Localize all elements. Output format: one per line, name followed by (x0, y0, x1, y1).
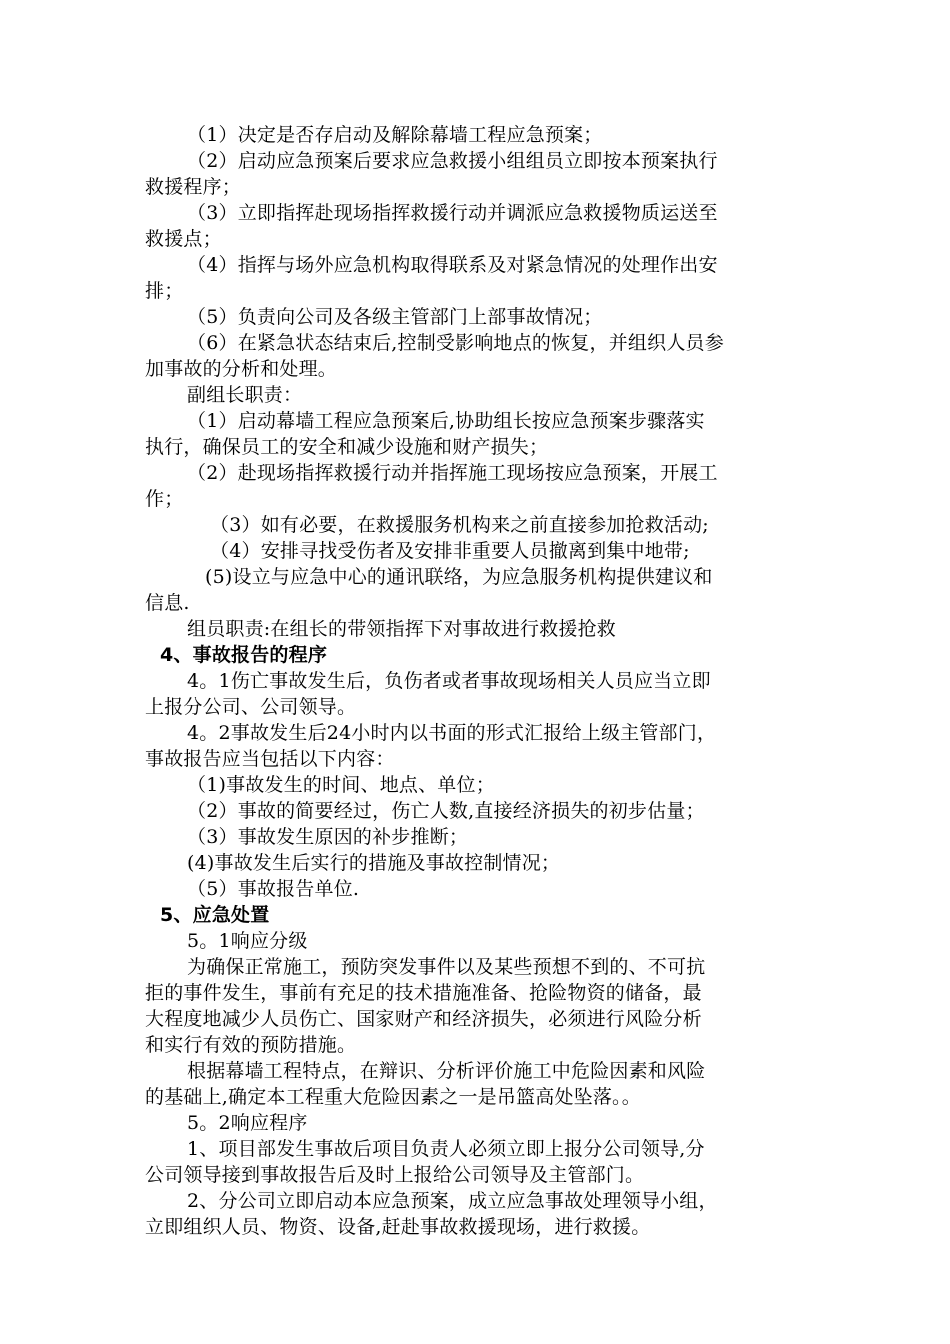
text-line: (4)事故发生后实行的措施及事故控制情况； (187, 852, 561, 874)
text-line: 4。1伤亡事故发生后，负伤者或者事故现场相关人员应当立即 (187, 670, 711, 692)
text-line: 根据幕墙工程特点，在辩识、分析评价施工中危险因素和风险 (187, 1060, 706, 1082)
section-heading: 4、事故报告的程序 (160, 644, 328, 666)
text-line: （3）如有必要，在救援服务机构来之前直接参加抢救活动; (210, 514, 709, 536)
section-subheading: 5。1响应分级 (187, 930, 308, 952)
text-line: （1)事故发生的时间、地点、单位； (187, 774, 495, 796)
text-line: （4）安排寻找受伤者及安排非重要人员撤离到集中地带; (210, 540, 690, 562)
text-line: （3）立即指挥赴现场指挥救援行动并调派应急救援物质运送至 (187, 202, 718, 224)
text-line: 上报分公司、公司领导。 (145, 696, 357, 718)
text-line: （1）决定是否存启动及解除幕墙工程应急预案； (187, 124, 603, 146)
text-line: （5）事故报告单位. (187, 878, 360, 900)
text-line: （2）启动应急预案后要求应急救援小组组员立即按本预案执行 (187, 150, 718, 172)
text-line: 为确保正常施工，预防突发事件以及某些预想不到的、不可抗 (187, 956, 706, 978)
text-line: 4。2事故发生后24小时内以书面的形式汇报给上级主管部门， (187, 722, 717, 744)
text-line: 2、分公司立即启动本应急预案，成立应急事故处理领导小组， (187, 1190, 718, 1212)
section-subheading: 5。2响应程序 (187, 1112, 308, 1134)
text-line: 公司领导接到事故报告后及时上报给公司领导及主管部门。 (145, 1164, 645, 1186)
text-line: 加事故的分析和处理。 (145, 358, 338, 380)
text-line: 立即组织人员、物资、设备,赶赴事故救援现场，进行救援。 (145, 1216, 651, 1238)
text-line: （1）启动幕墙工程应急预案后,协助组长按应急预案步骤落实 (187, 410, 705, 432)
text-line: 事故报告应当包括以下内容： (145, 748, 395, 770)
text-line: （6）在紧急状态结束后,控制受影响地点的恢复，并组织人员参 (187, 332, 724, 354)
text-line: 执行，确保员工的安全和减少设施和财产损失； (145, 436, 549, 458)
text-line: 大程度地减少人员伤亡、国家财产和经济损失，必须进行风险分析 (145, 1008, 702, 1030)
text-line: 的基础上,确定本工程重大危险因素之一是吊篮高处坠落。。 (145, 1086, 641, 1108)
text-line: 救援程序； (145, 176, 242, 198)
text-line: （2）事故的简要经过，伤亡人数,直接经济损失的初步估量； (187, 800, 705, 822)
text-line: （5）负责向公司及各级主管部门上部事故情况； (187, 306, 603, 328)
text-line: 作； (145, 488, 184, 510)
text-line: 拒的事件发生，事前有充足的技术措施准备、抢险物资的储备，最 (145, 982, 702, 1004)
section-subheading: 副组长职责： (187, 384, 303, 406)
text-line: （4）指挥与场外应急机构取得联系及对紧急情况的处理作出安 (187, 254, 718, 276)
section-heading: 5、应急处置 (160, 904, 270, 926)
text-line: 1、项目部发生事故后项目负责人必须立即上报分公司领导,分 (187, 1138, 705, 1160)
text-line: （2）赴现场指挥救援行动并指挥施工现场按应急预案，开展工 (187, 462, 718, 484)
text-line: （3）事故发生原因的补步推断； (187, 826, 469, 848)
text-line: 信息. (145, 592, 190, 614)
text-line: 排； (145, 280, 184, 302)
text-line: (5)设立与应急中心的通讯联络，为应急服务机构提供建议和 (205, 566, 713, 588)
text-line: 救援点； (145, 228, 222, 250)
text-line: 组员职责:在组长的带领指挥下对事故进行救援抢救 (187, 618, 617, 640)
text-line: 和实行有效的预防措施。 (145, 1034, 357, 1056)
